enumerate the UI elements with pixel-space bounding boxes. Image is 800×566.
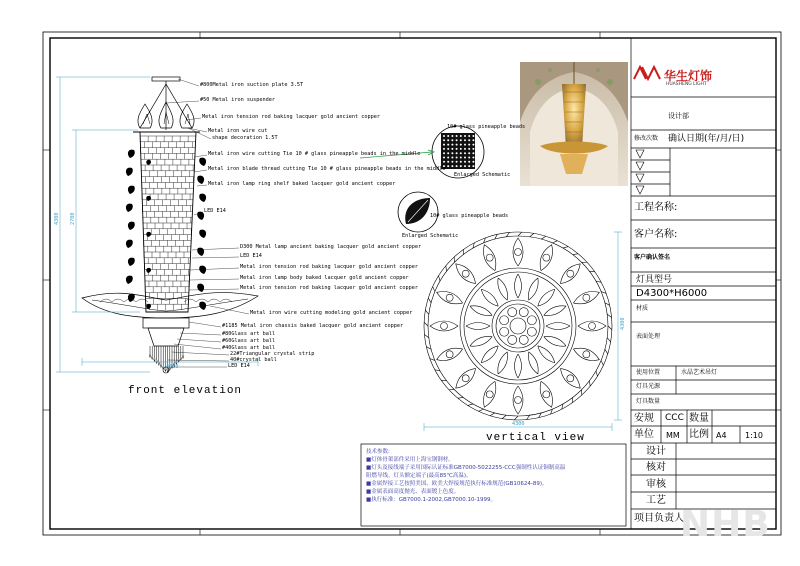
callout-label: Metal iron lamp body baked lacquer gold ancient copper: [240, 275, 409, 281]
client-confirm-label: 客户确认签名: [634, 254, 671, 261]
ccc-value: CCC: [665, 413, 684, 423]
note-line: ■执行标准：GB7000.1-2002,GB7000.10-1999。: [366, 497, 496, 503]
callout-label: #60Glass art ball: [222, 338, 276, 344]
callout-label: 22#Triangular crystal strip: [230, 351, 315, 357]
note-line: ■金属焊接工艺按照美国、欧美大焊接规范执行标准规范(GB10624-89)。: [366, 481, 548, 487]
notes-title: 技术参数:: [366, 449, 390, 455]
client-name-label: 客户名称:: [634, 229, 678, 240]
callout-label: #800Metal iron suction plate 3.5T: [200, 82, 304, 88]
callout-label: Metal iron lamp ring shelf baked lacquer gold ancient copper: [208, 181, 396, 187]
detail-top-schematic: Enlarged Schematic: [454, 172, 511, 178]
callout-label: Metal iron tension rod baking lacquer gold ancient copper: [202, 114, 381, 120]
surface-label: 表面处理: [636, 333, 661, 340]
unit-value: MM: [666, 431, 680, 440]
detail-top-label: 10# glass pineapple beads: [447, 124, 526, 130]
logo-mark-icon: [632, 63, 662, 83]
callout-label: Metal iron blade thread cutting Tie 10 # glass pineapple beads in the middle: [208, 166, 446, 172]
technical-notes: [366, 448, 616, 522]
callout-label: D300 Metal lamp ancient baking lacquer gold ancient copper: [240, 244, 422, 250]
front-elevation-label: front elevation: [128, 385, 243, 397]
reference-photo: [520, 62, 628, 186]
note-line: 阻燃导线。灯头额定端子(最高85℃高温)。: [366, 473, 472, 479]
material-label: 材质: [636, 305, 649, 312]
callout-label: #40Glass art ball: [222, 345, 276, 351]
callout-label: 40#crystal ball: [230, 357, 277, 363]
watermark: NHB: [680, 504, 771, 545]
callout-label: shape decoration 1.5T: [212, 135, 278, 141]
craft-label: 工艺: [646, 495, 666, 506]
model-value: D4300*H6000: [636, 288, 708, 299]
callout-label: #1185 Metal iron chassis baked lacquer gold ancient copper: [222, 323, 404, 329]
safety-label: 安规: [634, 413, 654, 424]
callout-label: Metal iron wire cutting Tie 10 # glass pineapple beads in the middle: [208, 151, 421, 157]
callout-label: Metal iron tension rod baking lacquer gold ancient copper: [240, 285, 419, 291]
note-line: ■灯体骨架部件采用上海宝钢钢材。: [366, 457, 454, 463]
light-source-label: 灯具光源: [636, 383, 661, 390]
model-label: 灯具型号: [636, 275, 673, 285]
callout-label: LED E14: [228, 363, 250, 369]
note-line: ■灯头及接线端子采用国际认证标准GB7000-5022255-CCC强制性认证铜制高温: [366, 465, 566, 471]
callout-label: #80Glass art ball: [222, 331, 276, 337]
location-label: 使用位置: [636, 369, 661, 376]
location-value: 水晶艺术吊灯: [681, 369, 718, 376]
vertical-view-label: vertical view: [486, 432, 585, 444]
callout-label: Metal iron wire cut: [208, 128, 268, 134]
check-label: 核对: [646, 462, 666, 473]
detail-bottom: [398, 192, 438, 232]
design-label: 设计: [646, 446, 666, 457]
dim-plan-width: 4300: [512, 421, 525, 427]
paper-size: A4: [716, 431, 727, 440]
detail-bottom-schematic: Enlarged Schematic: [402, 233, 459, 239]
dim-front-width: 4300: [166, 364, 179, 370]
dim-front-upper: 2700: [70, 212, 76, 225]
callout-label: LED E14: [204, 208, 226, 214]
logo-text: 华生灯饰: [664, 69, 713, 83]
vertical-view-drawing: [424, 232, 612, 420]
dim-plan-height: 4300: [620, 317, 626, 330]
callout-label: #50 Metal iron suspender: [200, 97, 275, 103]
dim-front-height: 4300: [54, 212, 60, 225]
scale-value: 1:10: [745, 431, 763, 440]
detail-bottom-label: 10# glass pineapple beads: [430, 213, 509, 219]
light-qty-label: 灯具数量: [636, 398, 661, 405]
callout-label: LED E14: [240, 253, 262, 259]
review-label: 审核: [646, 479, 666, 490]
project-lead-label: 项目负责人: [634, 513, 684, 524]
project-name-label: 工程名称:: [634, 202, 678, 213]
qty-label: 数量: [689, 413, 709, 424]
logo-subtitle: HUASHENG LIGHT: [666, 82, 707, 87]
revision-label: 修改次数: [634, 135, 659, 142]
design-dept: 设计部: [668, 112, 689, 120]
scale-label: 比例: [689, 429, 709, 440]
confirm-date-label: 确认日期(年/月/日): [668, 134, 745, 144]
note-line: ■金属表面高度抛光、表面镀上色度。: [366, 489, 460, 495]
callout-label: Metal iron wire cutting modeling gold ancient copper: [250, 310, 413, 316]
callout-label: Metal iron tension rod baking lacquer gold ancient copper: [240, 264, 419, 270]
unit-label: 单位: [634, 429, 654, 440]
